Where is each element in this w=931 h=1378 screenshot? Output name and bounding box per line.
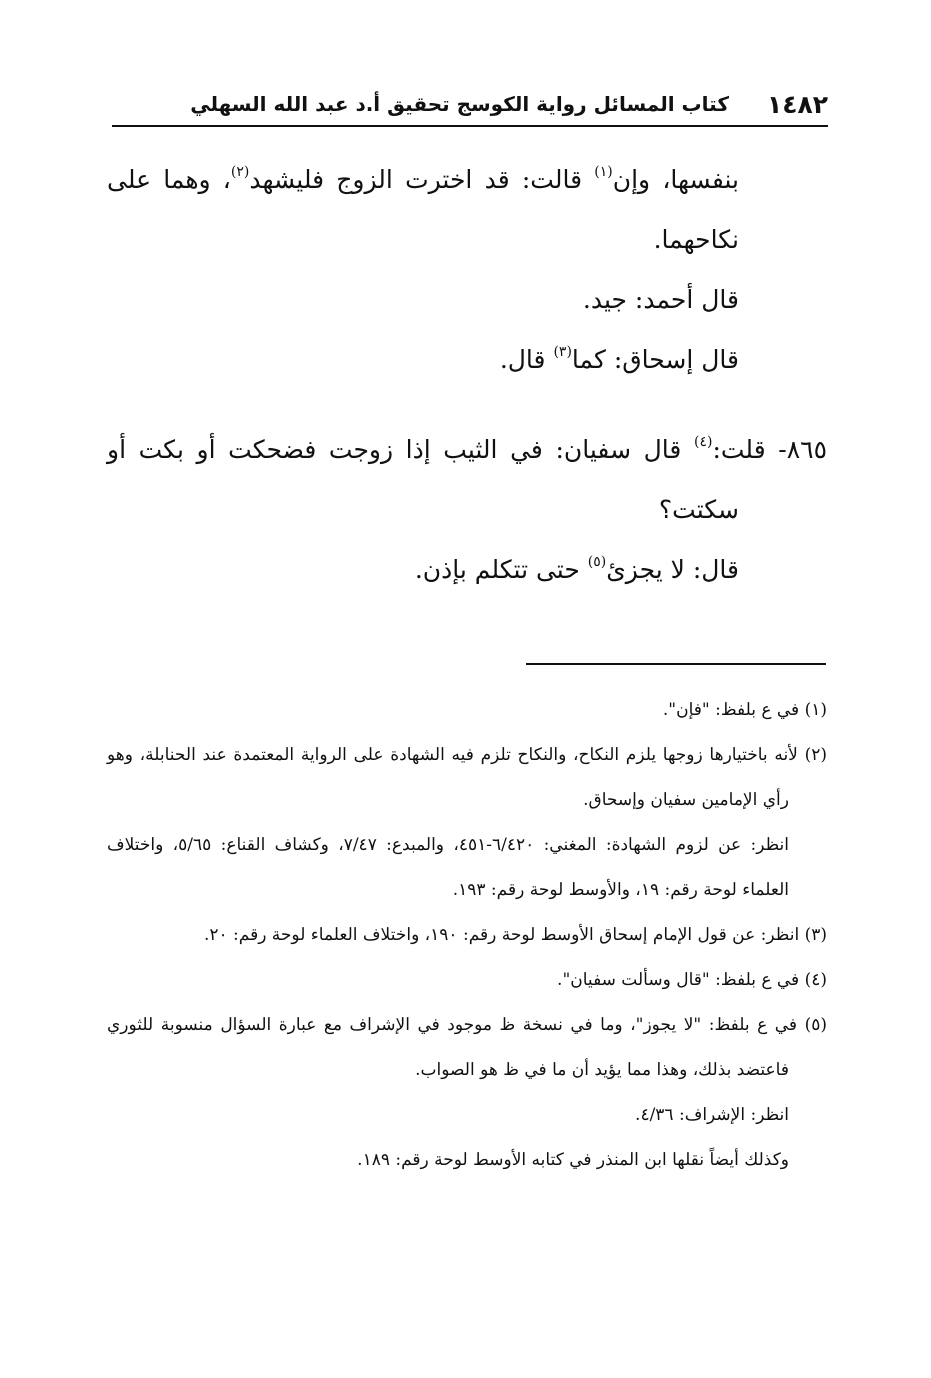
header-rule [112, 125, 828, 127]
footnote-5: (٥) في ع بلفظ: "لا يجوز"، وما في نسخة ظ موجود في الإشراف مع عبارة السؤال منسوبة للثوري فاعتضد بذلك، وهذا مما يؤيد أن ما في ظ هو الصواب. [107, 1015, 827, 1080]
text-run: قال. [499, 345, 554, 374]
footnote-separator [526, 663, 826, 665]
footnotes [107, 688, 827, 1183]
text-run: قال: لا يجزئ [606, 555, 739, 584]
main-text [107, 150, 827, 600]
text-run: ، وهما على نكاحهما. [107, 165, 739, 254]
text-run: قالت: قد اخترت الزوج فليشهد [249, 165, 595, 194]
footnote-5-note: وكذلك أيضاً نقلها ابن المنذر في كتابه الأوسط لوحة رقم: ١٨٩. [357, 1150, 789, 1170]
text-run: قال سفيان: في الثيب إذا زوجت فضحكت أو بكت أو سكتت؟ [107, 435, 739, 524]
footnote-2-references: انظر: عن لزوم الشهادة: المغني: ٦/٤٢٠-٤٥١، والمبدع: ٧/٤٧، وكشاف القناع: ٥/٦٥، واختلاف العلماء لوحة رقم: ١٩، والأوسط لوحة رقم: ١٩٣. [107, 835, 789, 900]
footnote-ref-2[interactable]: (٢) [230, 164, 250, 180]
footnote-4: (٤) في ع بلفظ: "قال وسألت سفيان". [557, 970, 827, 990]
text-run: بنفسها، وإن [612, 165, 739, 194]
spacer [107, 390, 827, 420]
paragraph-ishaq [107, 330, 827, 390]
footnote-5-reference: انظر: الإشراف: ٤/٣٦. [635, 1105, 789, 1125]
paragraph-continuation [107, 150, 827, 270]
paragraph-ahmad [107, 270, 827, 330]
footnote-ref-3[interactable]: (٣) [553, 344, 572, 360]
footnote-ref-1[interactable]: (١) [594, 164, 613, 180]
answer-865 [107, 540, 827, 600]
running-head [112, 86, 828, 122]
footnote-ref-5[interactable]: (٥) [587, 554, 607, 570]
footnote-1: (١) في ع بلفظ: "فإن". [662, 700, 827, 720]
text-run: حتى تتكلم بإذن. [414, 555, 588, 584]
text-run: قال أحمد: جيد. [582, 285, 739, 314]
footnote-2: (٢) لأنه باختيارها زوجها يلزم النكاح، والنكاح تلزم فيه الشهادة على الرواية المعتمدة عند الحنابلة، وهو رأي الإمامين سفيان وإسحاق. [107, 745, 827, 810]
book-title: كتاب المسائل رواية الكوسج تحقيق أ.د عبد الله السهلي [190, 92, 729, 116]
page-number: ١٤٨٢ [766, 89, 828, 119]
footnote-3: (٣) انظر: عن قول الإمام إسحاق الأوسط لوحة رقم: ١٩٠، واختلاف العلماء لوحة رقم: ٢٠. [203, 925, 827, 945]
footnote-ref-4[interactable]: (٤) [693, 434, 713, 450]
question-865 [107, 420, 827, 540]
text-run: قال إسحاق: كما [571, 345, 739, 374]
text-run: ٨٦٥- قلت: [712, 435, 828, 464]
